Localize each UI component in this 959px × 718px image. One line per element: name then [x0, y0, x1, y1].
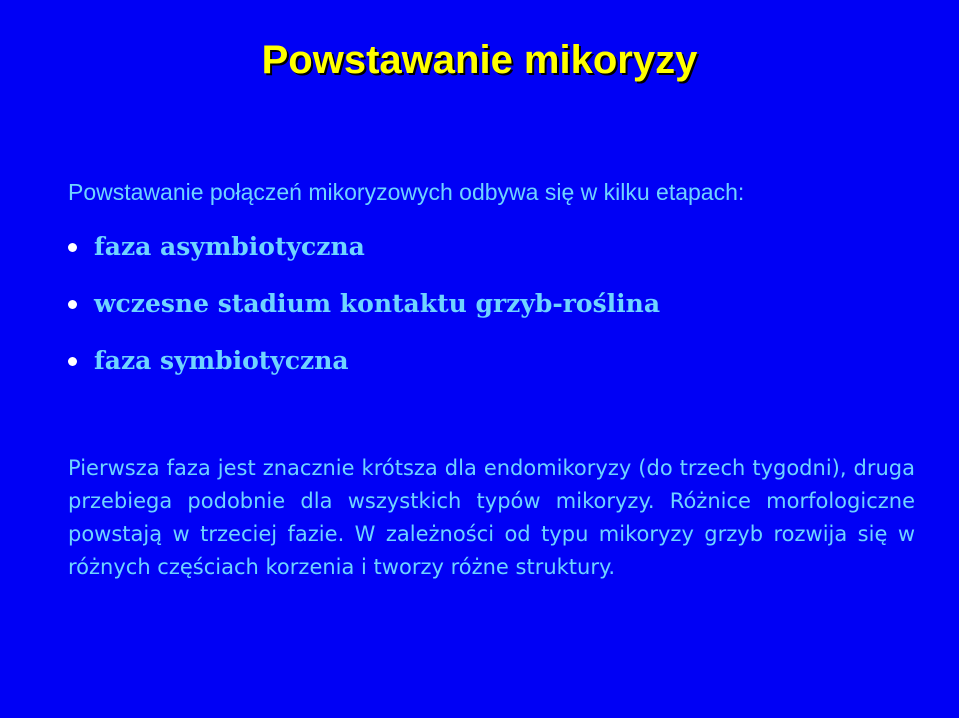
list-item [68, 229, 660, 286]
bullet-icon [68, 357, 77, 366]
list-item-label: wczesne stadium kontaktu grzyb-roślina [94, 289, 661, 318]
bullet-icon [68, 243, 77, 252]
list-item [68, 286, 660, 343]
slide-title: Powstawanie mikoryzy [261, 38, 698, 82]
bullet-icon [68, 300, 77, 309]
description-paragraph: Pierwsza faza jest znacznie krótsza dla endomikoryzy (do trzech tygodni), druga przebiega podobnie dla wszystkich typów mikoryzy. Różnice morfologiczne powstają w trzeciej fazie. W zależności od typu mikoryzy grzyb rozwija się w różnych częściach korzenia i tworzy różne struktury. [68, 456, 915, 579]
list-item-label: faza asymbiotyczna [94, 232, 365, 261]
list-item [68, 343, 660, 400]
list-item-label: faza symbiotyczna [94, 346, 349, 375]
intro-text: Powstawanie połączeń mikoryzowych odbywa się w kilku etapach: [68, 179, 745, 205]
stage-list [68, 229, 660, 400]
